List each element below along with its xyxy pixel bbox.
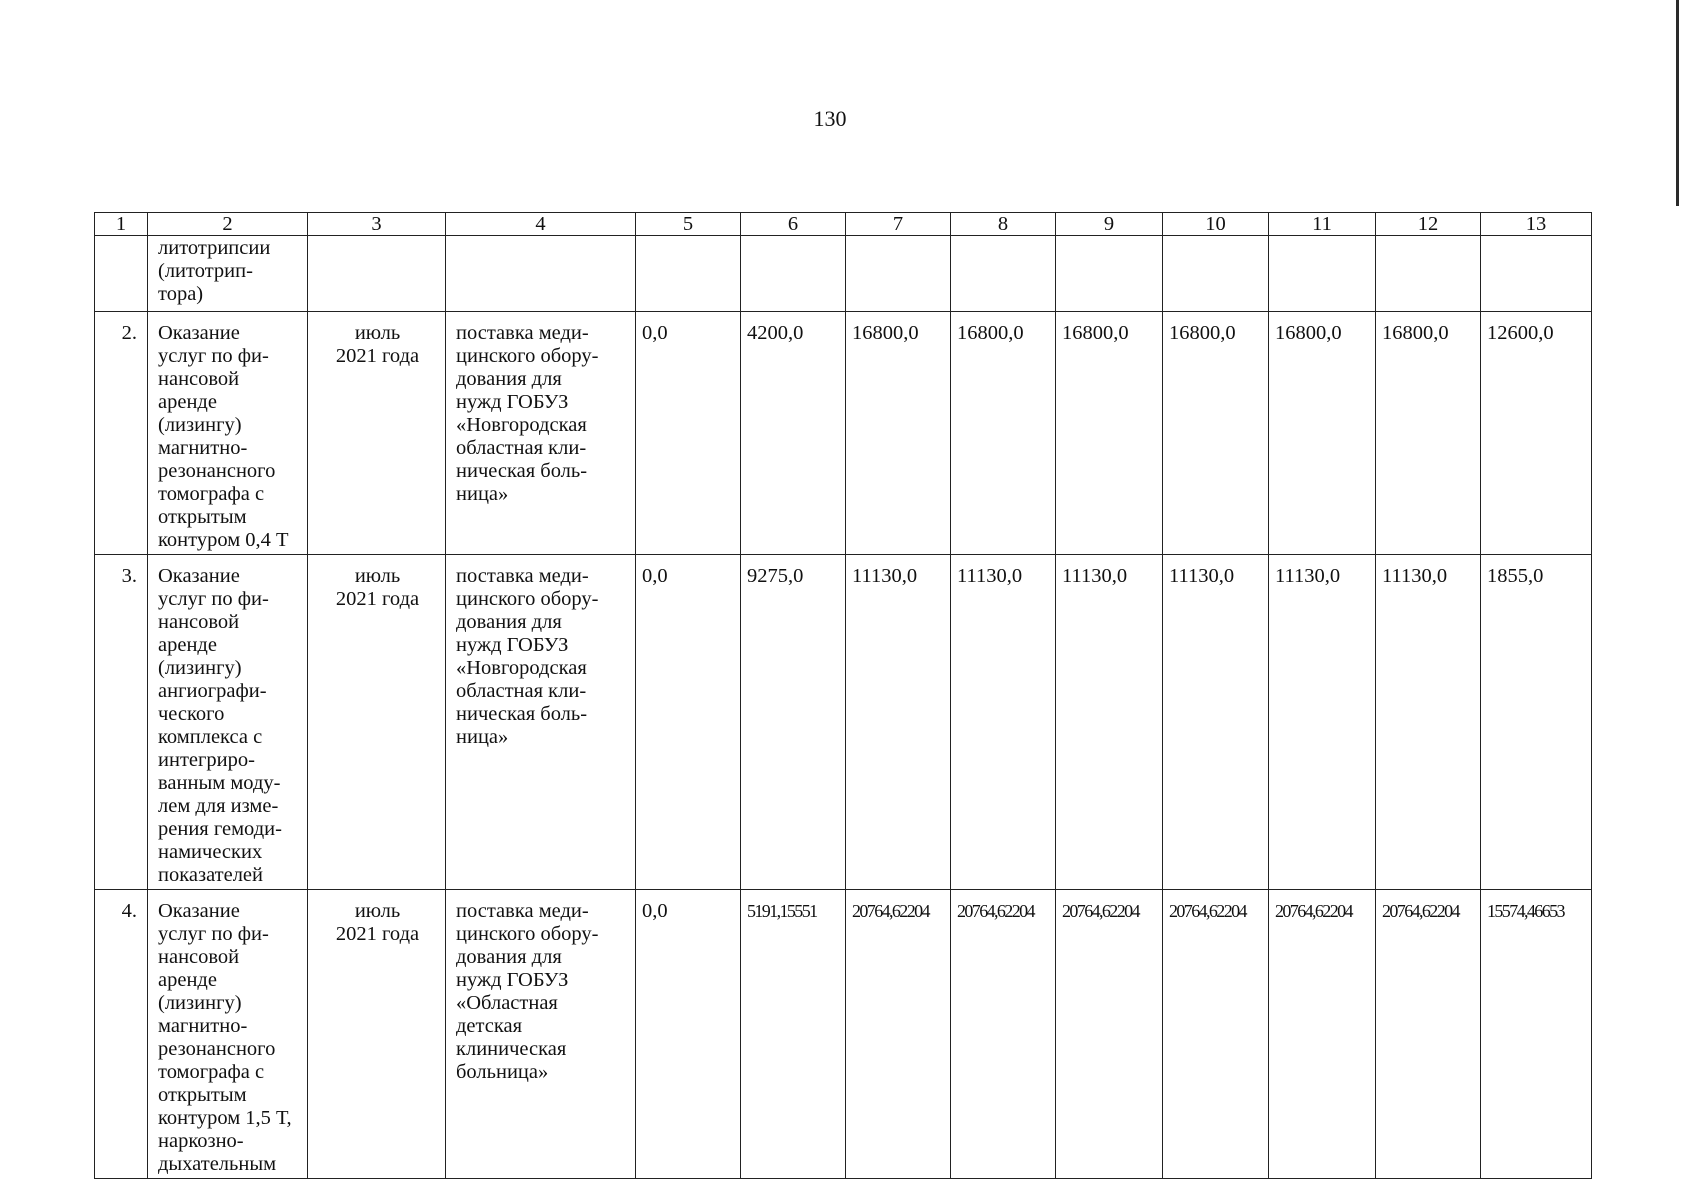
value-cell: 16800,0 — [1269, 312, 1376, 555]
table-cell — [1269, 236, 1376, 312]
column-header: 11 — [1269, 213, 1376, 236]
column-header: 10 — [1163, 213, 1269, 236]
column-header: 7 — [846, 213, 951, 236]
table-cell — [1056, 236, 1163, 312]
column-header: 2 — [148, 213, 308, 236]
item-name-cell: Оказание услуг по фи- нансовой аренде (лизингу) ангиографи- ческого комплекса с интегриро- ванным моду- лем для изме- рения гемоди- намических показателей — [148, 555, 308, 890]
value-cell: 9275,0 — [741, 555, 846, 890]
value-cell: 1855,0 — [1481, 555, 1592, 890]
column-header: 12 — [1376, 213, 1481, 236]
page-number: 130 — [813, 106, 847, 131]
value-cell: 16800,0 — [1056, 312, 1163, 555]
column-header: 9 — [1056, 213, 1163, 236]
item-name-cell: литотрипсии (литотрип- тора) — [148, 236, 308, 312]
column-header: 4 — [446, 213, 636, 236]
column-header: 6 — [741, 213, 846, 236]
value-cell: 16800,0 — [951, 312, 1056, 555]
value-cell: 11130,0 — [1269, 555, 1376, 890]
value-cell: 15574,46653 — [1481, 890, 1592, 1179]
budget-table — [94, 212, 1592, 1179]
column-header: 5 — [636, 213, 741, 236]
row-number-cell: 2. — [95, 312, 148, 555]
row-number-cell: 3. — [95, 555, 148, 890]
table-cell — [95, 236, 148, 312]
value-cell: 16800,0 — [1376, 312, 1481, 555]
value-cell: 20764,62204 — [846, 890, 951, 1179]
value-cell: 5191,15551 — [741, 890, 846, 1179]
item-name-cell: Оказание услуг по фи- нансовой аренде (лизингу) магнитно- резонансного томографа с открытым контуром 1,5 Т, наркозно- дыхательным — [148, 890, 308, 1179]
value-cell: 16800,0 — [846, 312, 951, 555]
value-cell: 20764,62204 — [1269, 890, 1376, 1179]
value-cell: 20764,62204 — [1163, 890, 1269, 1179]
table-cell — [308, 236, 446, 312]
value-cell: 11130,0 — [1056, 555, 1163, 890]
purpose-cell: поставка меди- цинского обору- дования для нужд ГОБУЗ «Областная детская клиническая больница» — [446, 890, 636, 1179]
value-cell: 11130,0 — [1163, 555, 1269, 890]
purpose-cell: поставка меди- цинского обору- дования для нужд ГОБУЗ «Новгородская областная кли- ническая боль- ница» — [446, 555, 636, 890]
value-cell: 20764,62204 — [1056, 890, 1163, 1179]
table-cell — [741, 236, 846, 312]
table-cell — [951, 236, 1056, 312]
value-cell: 20764,62204 — [1376, 890, 1481, 1179]
item-name-cell: Оказание услуг по фи- нансовой аренде (лизингу) магнитно- резонансного томографа с открытым контуром 0,4 Т — [148, 312, 308, 555]
table-cell — [1163, 236, 1269, 312]
value-cell: 4200,0 — [741, 312, 846, 555]
column-header: 3 — [308, 213, 446, 236]
table-cell — [1376, 236, 1481, 312]
value-cell: 11130,0 — [846, 555, 951, 890]
table-row — [95, 555, 1592, 890]
value-cell: 12600,0 — [1481, 312, 1592, 555]
table-cell — [446, 236, 636, 312]
column-header: 8 — [951, 213, 1056, 236]
table-cell — [636, 236, 741, 312]
value-cell: 0,0 — [636, 890, 741, 1179]
purpose-cell: поставка меди- цинского обору- дования для нужд ГОБУЗ «Новгородская областная кли- ническая боль- ница» — [446, 312, 636, 555]
date-cell: июль 2021 года — [308, 312, 446, 555]
value-cell: 0,0 — [636, 555, 741, 890]
value-cell: 0,0 — [636, 312, 741, 555]
value-cell: 16800,0 — [1163, 312, 1269, 555]
value-cell: 20764,62204 — [951, 890, 1056, 1179]
row-number-cell: 4. — [95, 890, 148, 1179]
table-row — [95, 312, 1592, 555]
column-number-row — [95, 213, 1592, 236]
value-cell: 11130,0 — [951, 555, 1056, 890]
table-row-continuation — [95, 236, 1592, 312]
date-cell: июль 2021 года — [308, 555, 446, 890]
table-cell — [846, 236, 951, 312]
table-row — [95, 890, 1592, 1179]
column-header: 1 — [95, 213, 148, 236]
value-cell: 11130,0 — [1376, 555, 1481, 890]
scan-edge-mark — [1676, 0, 1679, 206]
date-cell: июль 2021 года — [308, 890, 446, 1179]
table-cell — [1481, 236, 1592, 312]
column-header: 13 — [1481, 213, 1592, 236]
